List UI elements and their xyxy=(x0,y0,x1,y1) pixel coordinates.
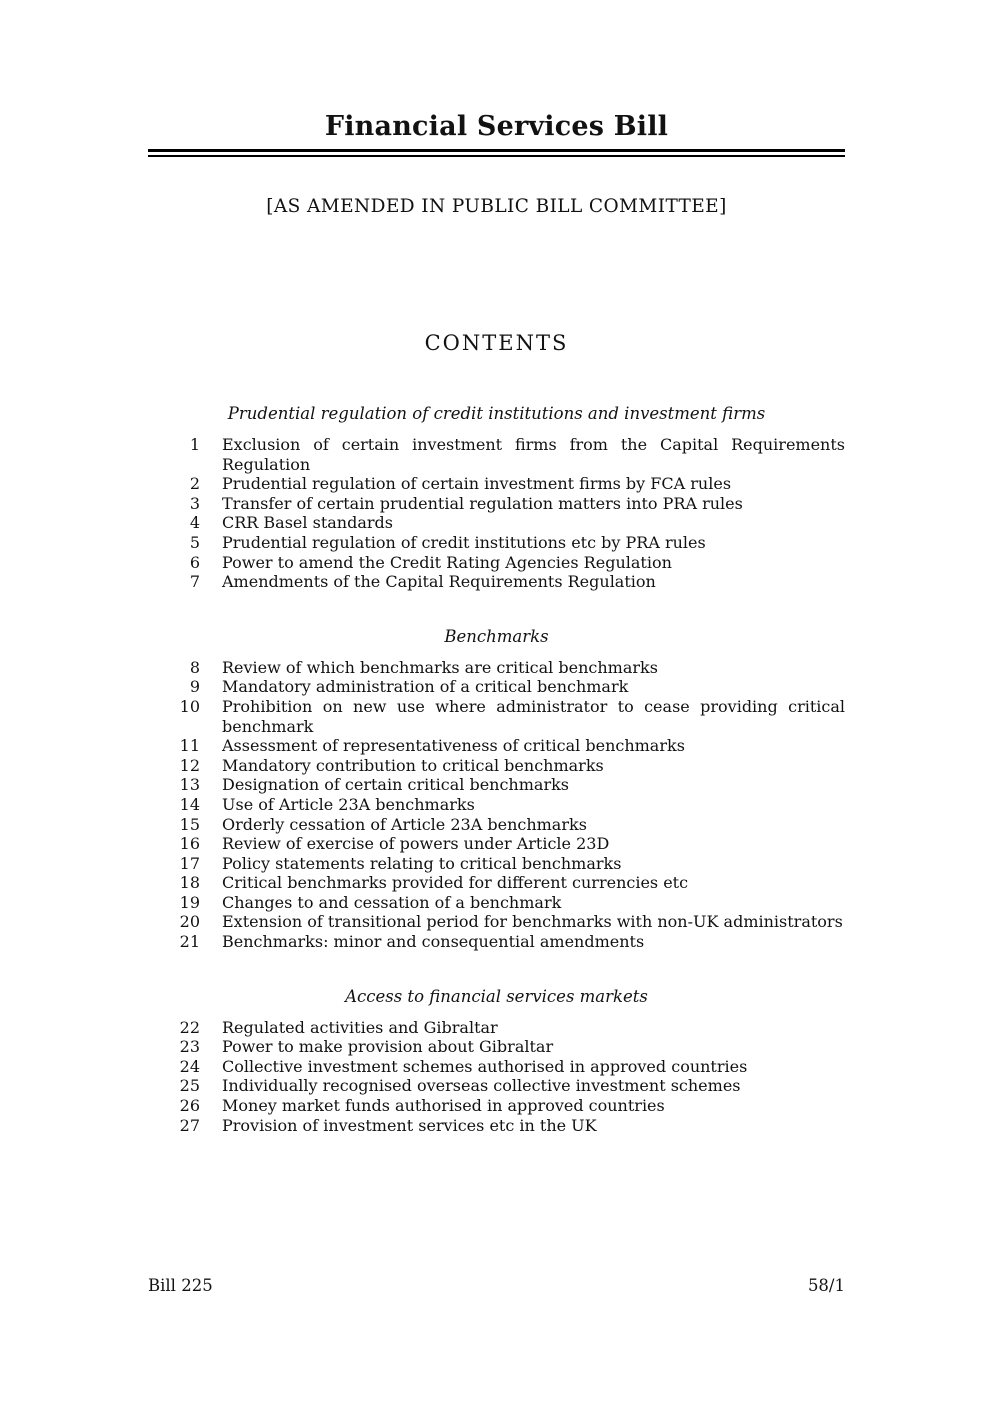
clause-number: 13 xyxy=(179,775,200,795)
clause-number: 14 xyxy=(179,794,200,814)
page-content xyxy=(148,0,845,1135)
clause-number: 16 xyxy=(179,834,200,854)
clause-number: 6 xyxy=(189,552,200,572)
clause-title: Amendments of the Capital Requirements Regulation xyxy=(222,572,656,592)
contents-item xyxy=(148,658,845,678)
clause-number: 4 xyxy=(189,513,200,533)
contents-item xyxy=(148,873,845,893)
clause-title-line: benchmark xyxy=(222,716,314,736)
contents-list xyxy=(148,658,845,952)
contents-section xyxy=(148,627,845,952)
page-footer xyxy=(148,1276,845,1296)
clause-title: Individually recognised overseas collective investment schemes xyxy=(222,1076,741,1096)
clause-title xyxy=(222,435,845,474)
clause-title: Designation of certain critical benchmarks xyxy=(222,775,569,795)
clause-number: 24 xyxy=(179,1056,200,1076)
clause-title: Policy statements relating to critical benchmarks xyxy=(222,853,622,873)
contents-item xyxy=(148,1037,845,1057)
clause-number: 23 xyxy=(179,1037,200,1057)
clause-title: Benchmarks: minor and consequential amendments xyxy=(222,932,645,952)
contents-heading: CONTENTS xyxy=(424,331,569,355)
clause-title: Transfer of certain prudential regulation matters into PRA rules xyxy=(222,493,743,513)
clause-title: Collective investment schemes authorised in approved countries xyxy=(222,1056,748,1076)
contents-item xyxy=(148,736,845,756)
clause-title: Critical benchmarks provided for different currencies etc xyxy=(222,873,689,893)
clause-title: Changes to and cessation of a benchmark xyxy=(222,892,562,912)
clause-number: 15 xyxy=(179,814,200,834)
clause-title-line: Regulation xyxy=(222,454,311,474)
contents-item xyxy=(148,572,845,592)
clause-number: 11 xyxy=(179,736,200,756)
clause-number: 1 xyxy=(189,435,200,454)
clause-title: Mandatory administration of a critical benchmark xyxy=(222,677,629,697)
clause-title: Extension of transitional period for benchmarks with non-UK administrators xyxy=(222,912,843,932)
contents-item xyxy=(148,795,845,815)
table-of-contents xyxy=(148,404,845,1135)
clause-number: 25 xyxy=(179,1076,200,1096)
contents-item xyxy=(148,533,845,553)
contents-item xyxy=(148,435,845,474)
clause-number: 7 xyxy=(189,572,200,592)
clause-title: Prudential regulation of credit institutions etc by PRA rules xyxy=(222,532,706,552)
clause-number: 27 xyxy=(179,1115,200,1135)
section-heading: Benchmarks xyxy=(444,626,549,646)
clause-title: Power to amend the Credit Rating Agencies Regulation xyxy=(222,552,672,572)
clause-number: 9 xyxy=(189,677,200,697)
contents-item xyxy=(148,854,845,874)
amendment-note: [AS AMENDED IN PUBLIC BILL COMMITTEE] xyxy=(266,196,727,217)
contents-item xyxy=(148,1116,845,1136)
session-number: 58/1 xyxy=(807,1276,845,1295)
clause-title: Assessment of representativeness of critical benchmarks xyxy=(222,736,685,756)
contents-section xyxy=(148,987,845,1136)
contents-item xyxy=(148,756,845,776)
contents-item xyxy=(148,932,845,952)
contents-item xyxy=(148,912,845,932)
clause-title: Review of which benchmarks are critical benchmarks xyxy=(222,657,658,677)
contents-item xyxy=(148,1076,845,1096)
clause-number: 10 xyxy=(179,696,200,716)
clause-title: Power to make provision about Gibraltar xyxy=(222,1037,554,1057)
clause-title-line: Prohibition on new use where administrator to cease providing critical xyxy=(222,696,845,716)
clause-title: Use of Article 23A benchmarks xyxy=(222,794,475,814)
clause-title xyxy=(222,697,845,736)
contents-item xyxy=(148,893,845,913)
clause-title: Regulated activities and Gibraltar xyxy=(222,1017,498,1037)
contents-item xyxy=(148,1057,845,1077)
contents-list xyxy=(148,435,845,592)
clause-title-line: Exclusion of certain investment firms from the Capital Requirements xyxy=(222,435,845,454)
title-double-rule xyxy=(148,149,845,157)
section-heading: Access to financial services markets xyxy=(345,986,648,1006)
clause-title: Orderly cessation of Article 23A benchmarks xyxy=(222,814,587,834)
bill-number: Bill 225 xyxy=(148,1276,213,1295)
bill-header xyxy=(148,108,845,218)
contents-item xyxy=(148,1018,845,1038)
contents-item xyxy=(148,815,845,835)
contents-list xyxy=(148,1018,845,1136)
clause-title: Money market funds authorised in approved countries xyxy=(222,1096,665,1116)
contents-item xyxy=(148,1096,845,1116)
clause-number: 5 xyxy=(189,532,200,552)
clause-title: Prudential regulation of certain investment firms by FCA rules xyxy=(222,474,732,494)
clause-number: 3 xyxy=(189,493,200,513)
clause-number: 12 xyxy=(179,755,200,775)
contents-item xyxy=(148,513,845,533)
clause-title: Provision of investment services etc in the UK xyxy=(222,1115,597,1135)
contents-item xyxy=(148,474,845,494)
clause-number: 8 xyxy=(189,657,200,677)
clause-number: 17 xyxy=(179,853,200,873)
clause-number: 22 xyxy=(179,1017,200,1037)
contents-section xyxy=(148,404,845,592)
clause-number: 26 xyxy=(179,1096,200,1116)
contents-item xyxy=(148,697,845,736)
clause-number: 20 xyxy=(179,912,200,932)
clause-title: CRR Basel standards xyxy=(222,513,393,533)
clause-number: 19 xyxy=(179,892,200,912)
bill-title: Financial Services Bill xyxy=(324,111,669,142)
contents-item xyxy=(148,834,845,854)
contents-item xyxy=(148,494,845,514)
clause-number: 18 xyxy=(179,873,200,893)
clause-title: Mandatory contribution to critical benchmarks xyxy=(222,755,604,775)
contents-item xyxy=(148,677,845,697)
contents-item xyxy=(148,775,845,795)
clause-title: Review of exercise of powers under Article 23D xyxy=(222,834,610,854)
contents-item xyxy=(148,553,845,573)
clause-number: 21 xyxy=(179,932,200,952)
clause-number: 2 xyxy=(189,474,200,494)
section-heading: Prudential regulation of credit institutions and investment firms xyxy=(227,404,766,423)
